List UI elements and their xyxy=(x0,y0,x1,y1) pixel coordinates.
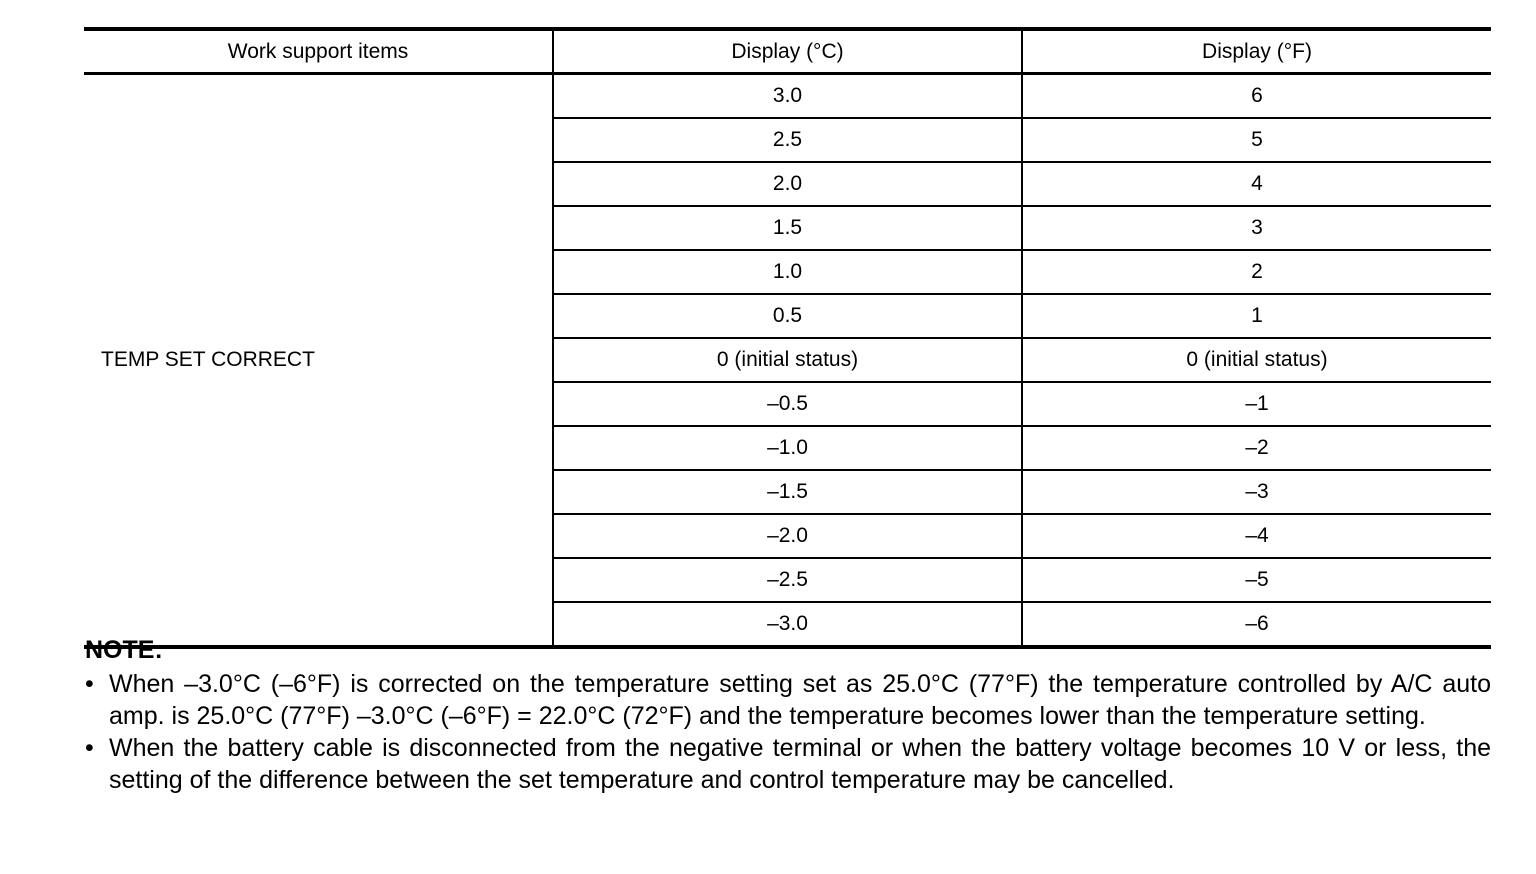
celsius-cell: 2.5 xyxy=(553,118,1022,162)
celsius-cell: 3.0 xyxy=(553,74,1022,119)
fahrenheit-cell: –3 xyxy=(1022,470,1491,514)
table-body xyxy=(84,74,1491,648)
celsius-cell: –0.5 xyxy=(553,382,1022,426)
fahrenheit-cell: 6 xyxy=(1022,74,1491,119)
table-header xyxy=(84,29,1491,74)
header-display-fahrenheit: Display (°F) xyxy=(1022,29,1491,74)
celsius-cell: 0 (initial status) xyxy=(553,338,1022,382)
note-bullet-item xyxy=(85,732,1491,796)
note-section xyxy=(85,634,1491,796)
fahrenheit-cell: –1 xyxy=(1022,382,1491,426)
fahrenheit-cell: 3 xyxy=(1022,206,1491,250)
bullet-icon: • xyxy=(85,670,94,698)
fahrenheit-cell: 0 (initial status) xyxy=(1022,338,1491,382)
fahrenheit-cell: –6 xyxy=(1022,602,1491,647)
celsius-cell: 1.0 xyxy=(553,250,1022,294)
temp-set-correct-table-wrap xyxy=(84,27,1491,649)
fahrenheit-cell: 4 xyxy=(1022,162,1491,206)
note-text: When –3.0°C (–6°F) is corrected on the temperature setting set as 25.0°C (77°F) the temperature controlled by A/C auto amp. is 25.0°C (77°F) –3.0°C (–6°F) = 22.0°C (72°F) and the temperature becomes lower than the temperature setting. xyxy=(109,670,1491,730)
item-temp-set-correct: TEMP SET CORRECT xyxy=(101,348,315,371)
note-text: When the battery cable is disconnected from the negative terminal or when the battery voltage becomes 10 V or less, the setting of the difference between the set temperature and control temperature may be cancelled. xyxy=(109,734,1491,794)
fahrenheit-cell: 5 xyxy=(1022,118,1491,162)
note-title: NOTE: xyxy=(85,636,163,664)
fahrenheit-cell: –2 xyxy=(1022,426,1491,470)
note-bullet-item xyxy=(85,668,1491,732)
celsius-cell: –2.5 xyxy=(553,558,1022,602)
header-display-celsius: Display (°C) xyxy=(553,29,1022,74)
fahrenheit-cell: –4 xyxy=(1022,514,1491,558)
celsius-cell: 2.0 xyxy=(553,162,1022,206)
work-support-table xyxy=(84,27,1491,649)
fahrenheit-cell: 1 xyxy=(1022,294,1491,338)
celsius-cell: –2.0 xyxy=(553,514,1022,558)
celsius-cell: 1.5 xyxy=(553,206,1022,250)
header-work-support-items: Work support items xyxy=(84,29,553,74)
celsius-cell: –1.0 xyxy=(553,426,1022,470)
fahrenheit-cell: –5 xyxy=(1022,558,1491,602)
fahrenheit-cell: 2 xyxy=(1022,250,1491,294)
celsius-cell: –1.5 xyxy=(553,470,1022,514)
bullet-icon: • xyxy=(85,734,94,762)
table-row xyxy=(84,74,1491,119)
celsius-cell: –3.0 xyxy=(553,602,1022,647)
header-row xyxy=(84,29,1491,74)
celsius-cell: 0.5 xyxy=(553,294,1022,338)
